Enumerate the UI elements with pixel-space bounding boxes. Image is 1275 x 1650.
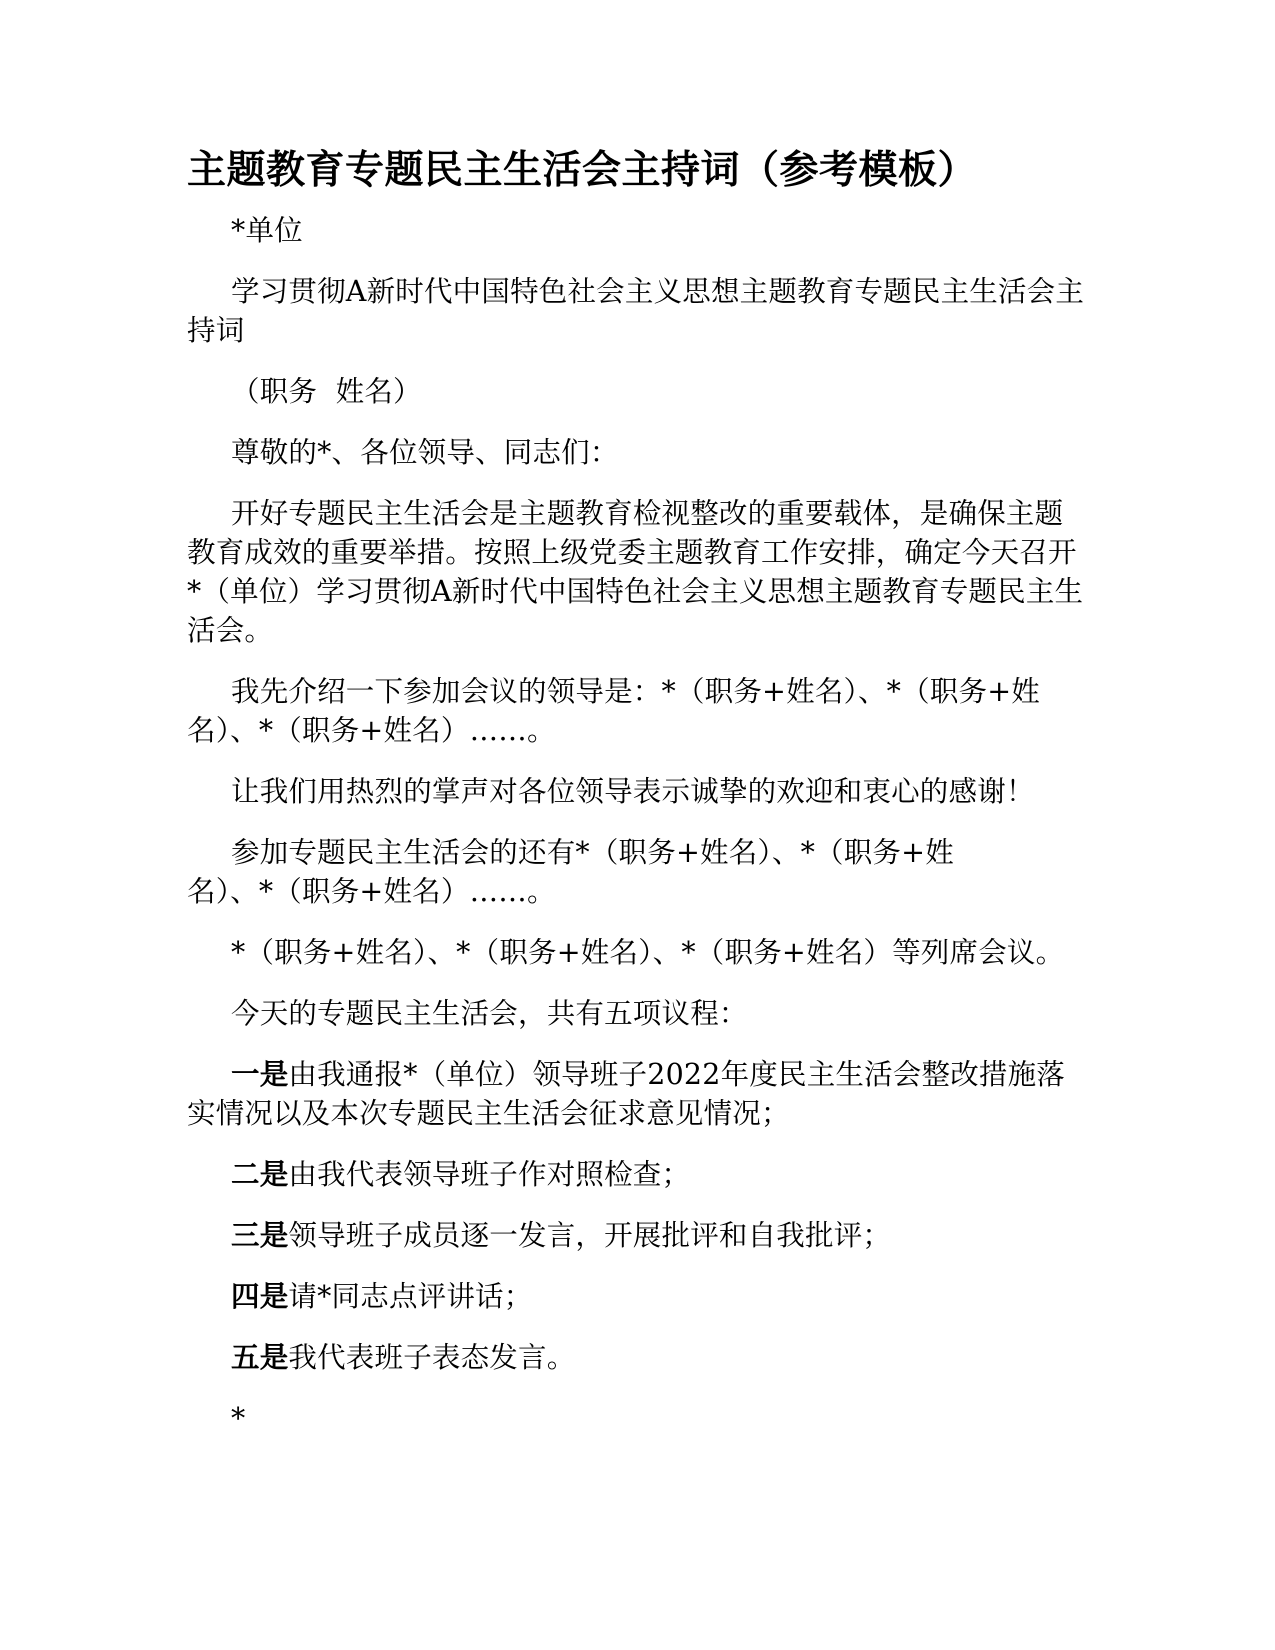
closing-mark: * <box>231 1401 246 1435</box>
agenda-item-text: 请*同志点评讲话； <box>288 1279 533 1313</box>
attendees-paragraph <box>187 833 1087 911</box>
speaker-line: （职务 姓名） <box>231 374 422 408</box>
attendees-line-2: 名）、*（职务+姓名）……。 <box>187 874 556 908</box>
agenda-item-lead: 四是 <box>231 1278 289 1313</box>
agenda-item-text: 由我通报*（单位）领导班子2022年度民主生活会整改措施落实情况以及本次专题民主生活会征求意见情况； <box>187 1057 1065 1130</box>
agenda-item-5 <box>187 1338 1087 1377</box>
unit-line: *单位 <box>231 213 303 247</box>
agenda-item-text: 由我代表领导班子作对照检查； <box>288 1157 691 1191</box>
greeting-line: 尊敬的*、各位领导、同志们： <box>231 435 619 469</box>
agenda-item-lead: 五是 <box>231 1339 289 1374</box>
agenda-item-1 <box>187 1055 1087 1133</box>
subtitle-paragraph: 学习贯彻A新时代中国特色社会主义思想主题教育专题民主生活会主持词 <box>187 274 1085 347</box>
agenda-intro: 今天的专题民主生活会，共有五项议程： <box>231 996 748 1030</box>
agenda-item-lead: 三是 <box>231 1217 289 1252</box>
agenda-item-text: 领导班子成员逐一发言，开展批评和自我批评； <box>288 1218 892 1252</box>
leaders-paragraph: 我先介绍一下参加会议的领导是：*（职务+姓名）、*（职务+姓名）、*（职务+姓名）……。 <box>187 674 1041 747</box>
agenda-item-3 <box>187 1216 1087 1255</box>
agenda-item-lead: 二是 <box>231 1156 289 1191</box>
observers-paragraph: *（职务+姓名）、*（职务+姓名）、*（职务+姓名）等列席会议。 <box>231 935 1065 969</box>
agenda-item-2 <box>187 1155 1087 1194</box>
agenda-item-4 <box>187 1277 1087 1316</box>
attendees-line-1: 参加专题民主生活会的还有*（职务+姓名）、*（职务+姓 <box>231 835 954 869</box>
document-page <box>187 148 1087 1460</box>
welcome-paragraph: 让我们用热烈的掌声对各位领导表示诚挚的欢迎和衷心的感谢！ <box>231 774 1035 808</box>
agenda-item-text: 我代表班子表态发言。 <box>288 1340 576 1374</box>
document-title: 主题教育专题民主生活会主持词（参考模板） <box>187 148 978 193</box>
agenda-item-lead: 一是 <box>231 1056 289 1091</box>
intro-paragraph: 开好专题民主生活会是主题教育检视整改的重要载体，是确保主题教育成效的重要举措。按照上级党委主题教育工作安排，确定今天召开*（单位）学习贯彻A新时代中国特色社会主义思想主题教育专题民主生活会。 <box>187 496 1084 647</box>
